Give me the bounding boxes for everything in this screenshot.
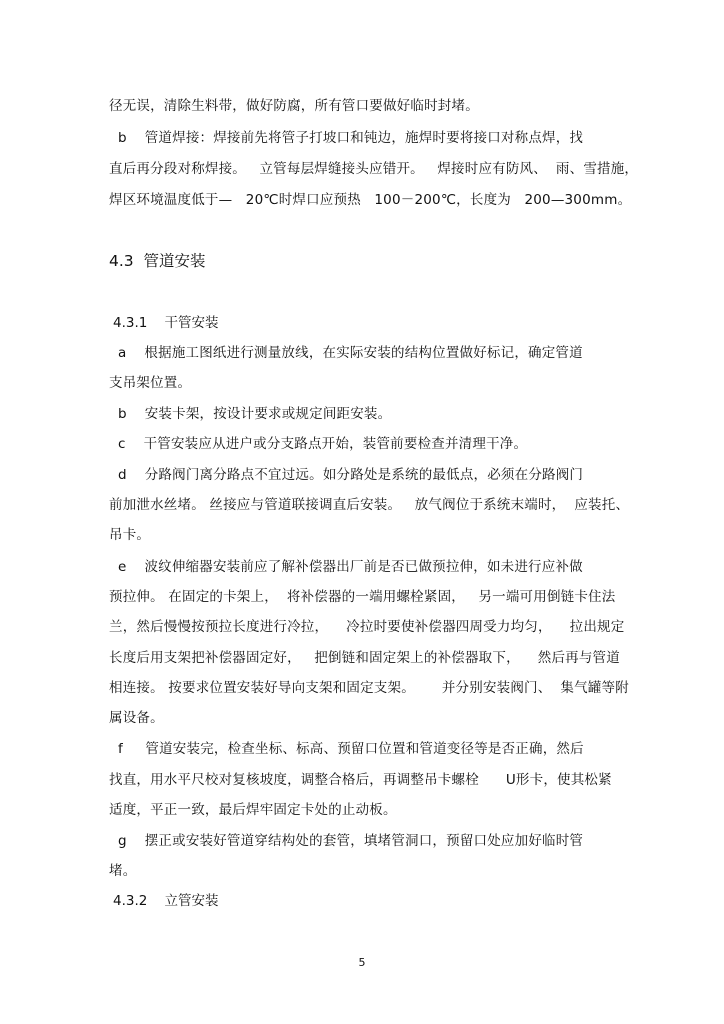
text-line: 径无误，清除生料带，做好防腐，所有管口要做好临时封堵。 [109,98,479,114]
item-b-welding-line: b 管道焊接：焊接前先将管子打坡口和钝边，施焊时要将接口对称点焊，找 [109,130,584,146]
page-number: 5 [358,956,366,969]
text-line: 直后再分段对称焊接。 立管每层焊缝接头应错开。 焊接时应有防风、 雨、雪措施， [109,161,639,177]
subsection-heading-4-3-2: 4.3.2 立管安装 [113,893,219,909]
text-line: 适度，平正一致，最后焊牢固定卡处的止动板。 [109,802,397,818]
text-line: 长度后用支架把补偿器固定好， 把倒链和固定架上的补偿器取下， 然后再与管道 [109,650,620,666]
text-line: g 摆正或安装好管道穿结构处的套管，填堵管洞口，预留口处应加好临时管 [109,833,584,849]
section-heading-4-3: 4.3 管道安装 [109,252,206,270]
text-line: c 干管安装应从进户或分支路点开始，装管前要检查并清理干净。 [109,436,528,452]
text-line: b 安装卡架，按设计要求或规定间距安装。 [109,406,392,422]
text-line: 兰，然后慢慢按预拉长度进行冷拉， 冷拉时要使补偿器四周受力均匀， 拉出规定 [109,619,625,635]
text-line: 找直，用水平尺校对复核坡度，调整合格后，再调整吊卡螺栓 U形卡，使其松紧 [109,772,612,788]
text-line: f 管道安装完，检查坐标、标高、预留口位置和管道变径等是否正确，然后 [109,741,584,757]
text-line: 焊区环境温度低于— 20℃时焊口应预热 100－200℃，长度为 200—300mm。 [109,192,632,208]
text-line: 堵。 [109,863,137,879]
text-line: d 分路阀门离分路点不宜过远。如分路处是系统的最低点，必须在分路阀门 [109,467,584,483]
text-line: 预拉伸。 在固定的卡架上， 将补偿器的一端用螺栓紧固， 另一端可用倒链卡住法 [109,589,616,605]
text-line: e 波纹伸缩器安装前应了解补偿器出厂前是否已做预拉伸，如未进行应补做 [109,559,583,575]
text-line: 吊卡。 [109,527,151,543]
text-line: 相连接。 按要求位置安装好导向支架和固定支架。 并分别安装阀门、 集气罐等附 [109,680,629,696]
text-line: 前加泄水丝堵。 丝接应与管道联接调直后安装。 放气阀位于系统末端时， 应装托、 [109,497,630,513]
subsection-heading-4-3-1: 4.3.1 干管安装 [113,315,219,331]
text-line: 支吊架位置。 [109,375,192,391]
text-line: a 根据施工图纸进行测量放线，在实际安装的结构位置做好标记，确定管道 [109,345,583,361]
text-line: 属设备。 [109,710,164,726]
